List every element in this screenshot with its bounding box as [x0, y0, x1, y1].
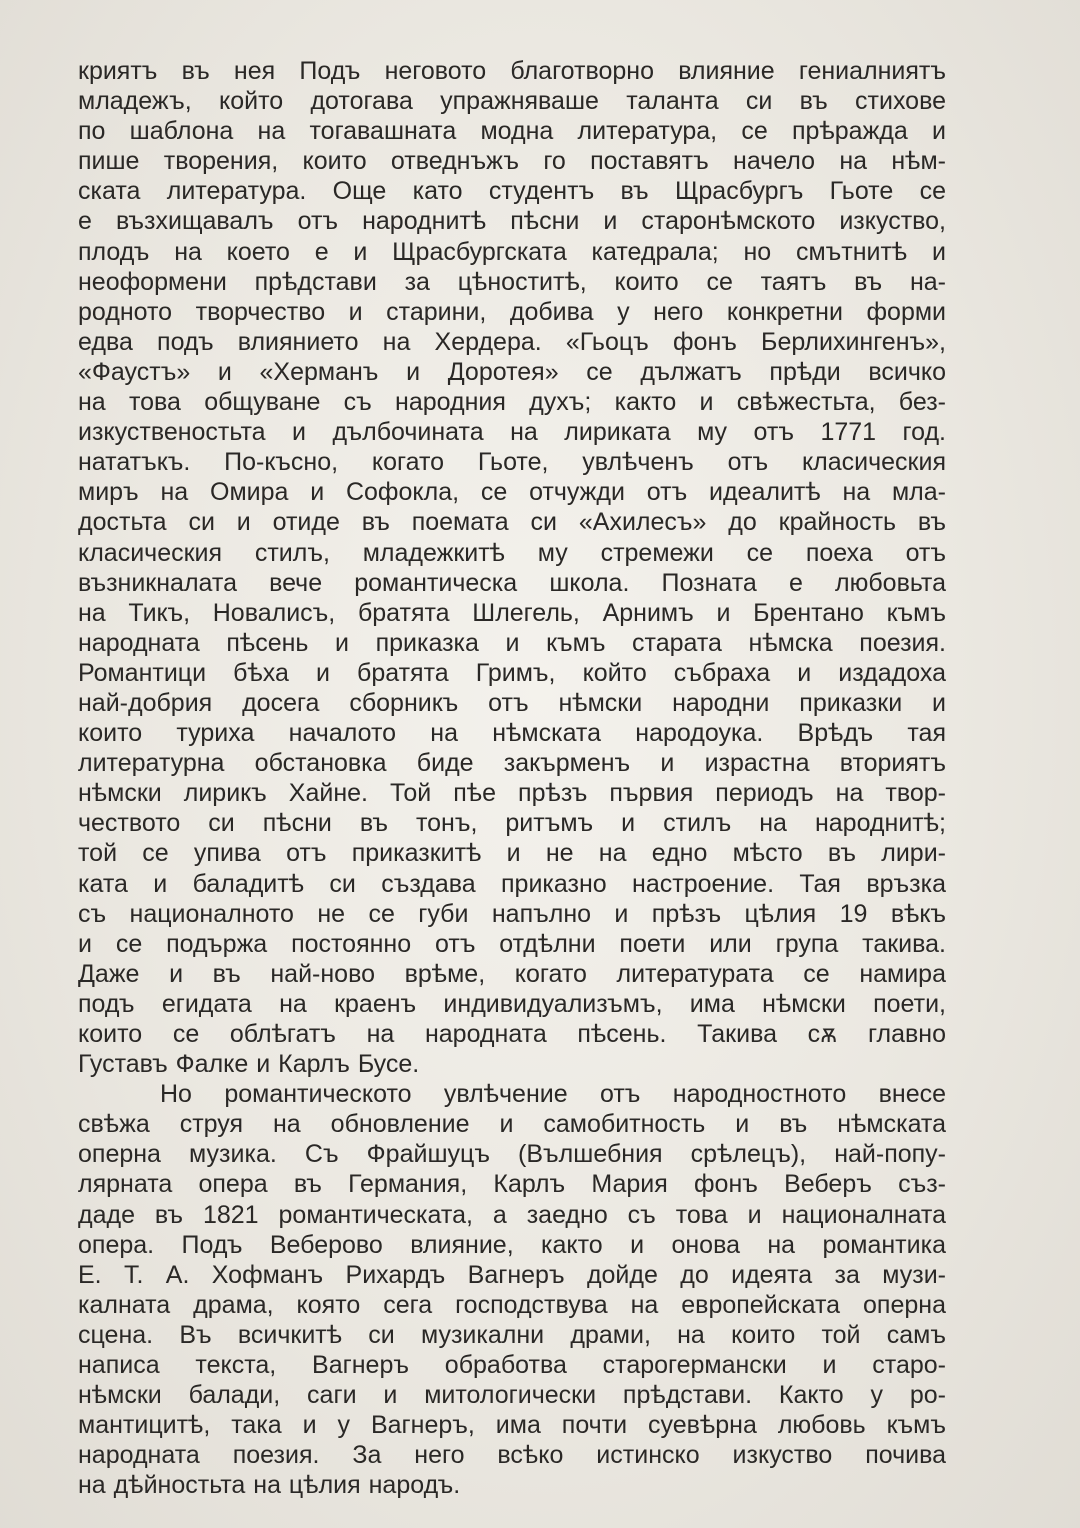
text-line: оперна музика. Съ Фрайшуцъ (Вълшебния срѣлецъ), най-попу- [78, 1140, 946, 1169]
text-line: и се подържа постоянно отъ отдѣлни поети или група такива. [78, 929, 946, 958]
text-line: миръ на Омира и Софокла, се отчужди отъ идеалитѣ на мла- [78, 478, 946, 507]
text-line: нататъкъ. По-късно, когато Гьоте, увлѣченъ отъ класическия [78, 448, 946, 477]
text-line: неоформени прѣдстави за цѣноститѣ, които се таятъ въ на- [78, 267, 946, 296]
text-line: класическия стилъ, младежкитѣ му стремежи се поеха отъ [78, 538, 946, 567]
text-line: чеството си пѣсни въ тонъ, ритъмъ и стилъ на народнитѣ; [78, 809, 946, 838]
text-line: Густавъ Фалке и Карлъ Бусе. [78, 1050, 420, 1079]
text-line: Романтици бѣха и братята Гримъ, който събраха и издадоха [78, 658, 946, 687]
text-line: сцена. Въ всичкитѣ си музикални драми, на които той самъ [78, 1320, 946, 1349]
paragraph [78, 56, 946, 1079]
text-line: мантицитѣ, така и у Вагнеръ, има почти суевѣрна любовь къмъ [78, 1411, 946, 1440]
text-line: по шаблона на тогавашната модна литература, се прѣражда и [78, 117, 946, 146]
text-line: младежъ, който дотогава упражняваше таланта си въ стихове [78, 87, 946, 116]
text-line: плодъ на което е и Щрасбургската катедрала; но смътнитѣ и [78, 237, 946, 266]
text-line: родното творчество и старини, добива у него конкретни форми [78, 297, 946, 326]
text-line: на това общуване съ народния духъ; както и свѣжестьта, без- [78, 388, 946, 417]
text-line: народната пѣсень и приказка и къмъ старата нѣмска поезия. [78, 628, 946, 657]
text-line: ската литература. Още като студентъ въ Щрасбургъ Гьоте се [78, 177, 946, 206]
text-line: Е. Т. А. Хофманъ Рихардъ Вагнеръ дойде до идеята за музи- [78, 1260, 946, 1289]
text-line: пише творения, които отведнъжъ го поставятъ начело на нѣм- [78, 147, 946, 176]
text-line: изкуственостьта и дълбочината на лириката му отъ 1771 год. [78, 418, 946, 447]
text-line: криятъ въ нея Подъ неговото благотворно влияние гениалниятъ [78, 57, 946, 85]
text-line: подъ егидата на краенъ индивидуализъмъ, има нѣмски поети, [78, 989, 946, 1018]
text-line: написа текста, Вагнеръ обработва старогермански и старо- [78, 1351, 946, 1380]
text-line: на Тикъ, Новалисъ, братята Шлегель, Арнимъ и Брентано къмъ [78, 598, 946, 627]
text-line: ката и баладитѣ си създава приказно настроение. Тая връзка [78, 869, 946, 898]
text-line: калната драма, която сега господствува на европейската оперна [78, 1290, 946, 1319]
text-line: нѣмски лирикъ Хайне. Той пѣе прѣзъ първия периодъ на твор- [78, 779, 946, 808]
text-line: най-добрия досега сборникъ отъ нѣмски народни приказки и [78, 688, 946, 717]
text-line: свѣжа струя на обновление и самобитность и въ нѣмската [78, 1110, 946, 1139]
text-line: на дѣйностьта на цѣлия народъ. [78, 1471, 461, 1500]
text-line: «Фаустъ» и «Херманъ и Доротея» се дължатъ прѣди всичко [78, 357, 946, 386]
text-line: достьта си и отиде въ поемата си «Ахилесъ» до крайность въ [78, 508, 946, 537]
text-line: народната поезия. За него всѣко истинско изкуство почива [78, 1441, 946, 1470]
text-line: едва подъ влиянието на Хердера. «Гьоцъ фонъ Берлихингенъ», [78, 327, 946, 356]
text-line: Но романтическото увлѣчение отъ народностното внесе [160, 1080, 946, 1109]
body-text [78, 56, 946, 1501]
text-line: съ националното не се губи напълно и прѣзъ цѣлия 19 вѣкъ [78, 899, 946, 928]
text-line: възникналата вече романтическа школа. Позната е любовьта [78, 568, 946, 597]
text-line: той се упива отъ приказкитѣ и не на едно мѣсто въ лири- [78, 839, 946, 868]
text-line: е възхищавалъ отъ народнитѣ пѣсни и старонѣмското изкуство, [78, 207, 946, 236]
text-line: които се облѣгатъ на народната пѣсень. Такива сѫ главно [78, 1020, 946, 1048]
text-line: опера. Подъ Веберово влияние, както и онова на романтика [78, 1230, 946, 1259]
text-line: лярната опера въ Германия, Карлъ Мария фонъ Веберъ съз- [78, 1170, 946, 1199]
text-line: нѣмски балади, саги и митологически прѣдстави. Както у ро- [78, 1381, 946, 1410]
paragraph [78, 1079, 946, 1500]
text-line: литературна обстановка биде закърменъ и израстна вториятъ [78, 749, 946, 778]
text-line: Даже и въ най-ново врѣме, когато литературата се намира [78, 959, 946, 988]
text-line: даде въ 1821 романтическата, а заедно съ това и националната [78, 1200, 946, 1229]
text-line: които туриха началото на нѣмската народоука. Врѣдъ тая [78, 719, 946, 748]
